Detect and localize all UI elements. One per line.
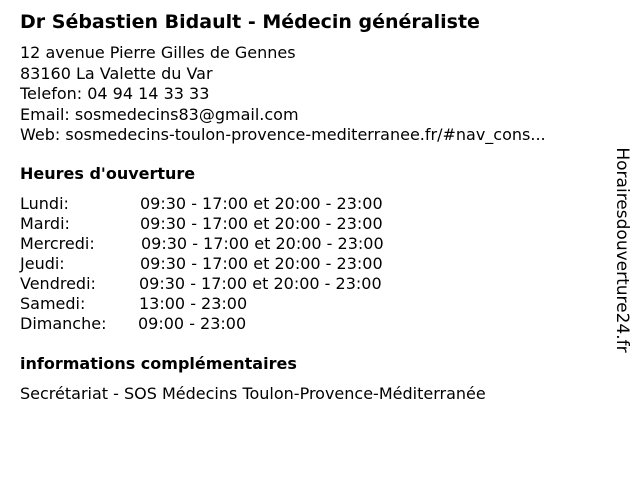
hours-time: 09:30 - 17:00 et 20:00 - 23:00 (140, 214, 383, 233)
hours-heading: Heures d'ouverture (20, 164, 196, 183)
hours-time: 09:30 - 17:00 et 20:00 - 23:00 (140, 194, 383, 213)
hours-day: Dimanche: (20, 314, 107, 333)
hours-row (20, 234, 440, 254)
hours-day: Jeudi: (20, 254, 65, 273)
hours-day: Samedi: (20, 294, 86, 313)
phone-line: Telefon: 04 94 14 33 33 (20, 84, 210, 103)
hours-day: Lundi: (20, 194, 69, 213)
address-block (20, 43, 600, 146)
hours-row (20, 274, 440, 294)
site-watermark: Horairesdouverture24.fr (612, 147, 632, 353)
hours-time: 09:30 - 17:00 et 20:00 - 23:00 (140, 254, 383, 273)
hours-day: Mardi: (20, 214, 70, 233)
hours-day: Mercredi: (20, 234, 95, 253)
hours-time: 09:30 - 17:00 et 20:00 - 23:00 (139, 274, 382, 293)
web-line: Web: sosmedecins-toulon-provence-mediterranee.fr/#nav_cons... (20, 125, 546, 144)
hours-table (20, 194, 440, 334)
hours-row (20, 254, 440, 274)
hours-day: Vendredi: (20, 274, 96, 293)
info-heading: informations complémentaires (20, 354, 297, 373)
hours-time: 09:00 - 23:00 (138, 314, 247, 333)
email-line: Email: sosmedecins83@gmail.com (20, 104, 299, 124)
address-street: 12 avenue Pierre Gilles de Gennes (20, 43, 296, 62)
hours-time: 09:30 - 17:00 et 20:00 - 23:00 (141, 234, 384, 253)
hours-row (20, 294, 440, 314)
hours-row (20, 194, 440, 214)
address-city: 83160 La Valette du Var (20, 63, 213, 83)
hours-row (20, 214, 440, 234)
page-title: Dr Sébastien Bidault - Médecin généraliste (20, 11, 480, 33)
hours-time: 13:00 - 23:00 (139, 294, 248, 313)
hours-row (20, 314, 440, 334)
info-text: Secrétariat - SOS Médecins Toulon-Provence-Méditerranée (20, 384, 486, 403)
